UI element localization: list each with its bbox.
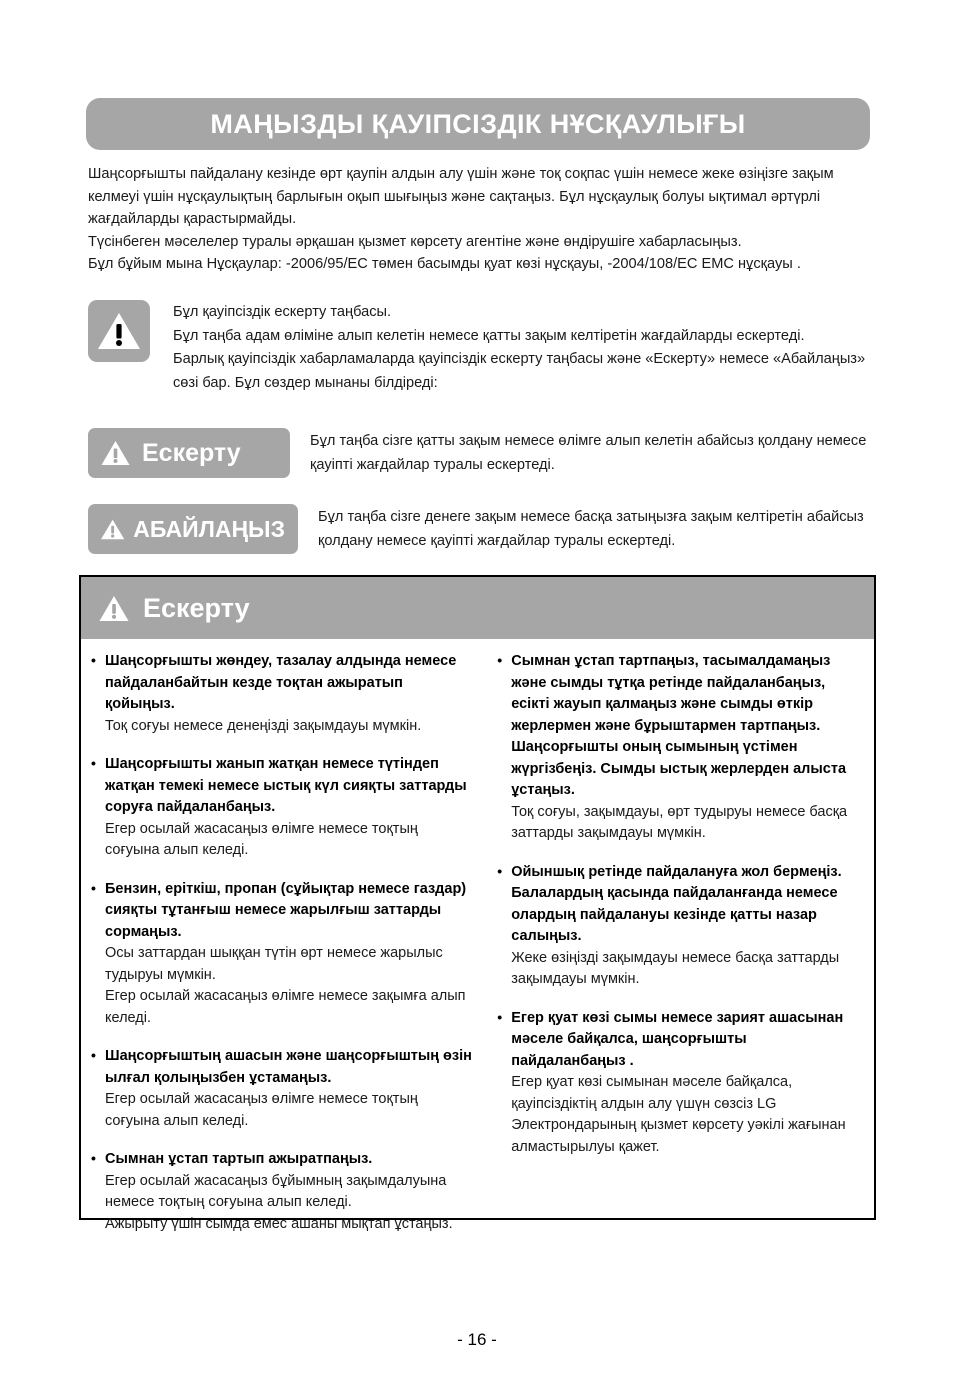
list-item: [91, 651, 475, 737]
caution-badge-description: Бұл таңба сізге денеге зақым немесе басқа затыңызға зақым келтіретін абайсыз қолдану немесе қауіпті жағдайлар туралы ескертеді.: [318, 509, 864, 549]
warning-badge-description-wrap: [310, 428, 878, 477]
list-item: [497, 1008, 860, 1159]
list-item: [497, 862, 860, 991]
intro-paragraph-2: Түсінбеген мәселелер туралы әрқашан қызмет көрсету агентіне және өндірушіге хабарласыңыз.: [88, 233, 742, 250]
text-line: Осы заттардан шыққан түтін өрт немесе жарылыс тудыруы мүмкін.: [105, 945, 443, 983]
warning-item-body: Тоқ соғуы, зақымдауы, өрт тудыруы немесе басқа заттарды зақымдауы мүмкін.: [511, 803, 848, 841]
caution-badge-label: АБАЙЛАҢЫЗ: [133, 515, 285, 542]
warning-item-body: Жеке өзіңізді зақымдауы немесе басқа заттарды зақымдауы мүмкін.: [511, 949, 840, 987]
intro-section: [88, 163, 878, 276]
list-item: [91, 879, 475, 1030]
page-number: - 16 -: [457, 1330, 497, 1349]
caution-badge-description-wrap: [318, 504, 878, 553]
text-line: Егер осылай жасасаңыз өлімге немесе зақымға алып келеді.: [105, 988, 466, 1026]
safety-symbol-line-3: Барлық қауіпсіздік хабарламаларда қауіпсіздік ескерту таңбасы және «Ескерту» немесе «Абайлаңыз» сөзі бар. Бұл сөздер мынаны білдіреді:: [173, 351, 866, 391]
warning-badge-row: [88, 428, 878, 478]
text-line: Егер осылай жасасаңыз бұйымның зақымдалуына немесе тоқтың соғуына алып келеді.: [105, 1172, 447, 1210]
page-title: МАҢЫЗДЫ ҚАУІПСІЗДІК НҰСҚАУЛЫҒЫ: [210, 108, 746, 139]
warning-columns: [81, 639, 874, 1235]
warning-item-body: [91, 1171, 475, 1236]
caution-badge-row: [88, 504, 878, 554]
warning-item-heading: • Шаңсорғышты жөндеу, тазалау алдында немесе пайдаланбайтын кезде тоқтан ажыратып қойыңыз.: [91, 651, 475, 716]
warning-triangle-icon: [100, 439, 131, 467]
warning-badge-label: Ескерту: [142, 438, 241, 467]
warning-left-column: [91, 651, 487, 1235]
safety-symbol-line-1: Бұл қауіпсіздік ескерту таңбасы.: [173, 304, 392, 320]
warning-item-heading: • Егер қуат көзі сымы немесе зарият ашасынан мәселе байқалса, шаңсорғышты пайдаланбаңыз .: [497, 1008, 860, 1073]
list-item: [91, 1046, 475, 1132]
main-warning-box: [79, 575, 876, 1232]
warning-item-heading: • Шаңсорғышты жанып жатқан немесе түтіндеп жатқан темекі немесе ыстық күл сияқты заттарды соруға пайдаланбаңыз.: [91, 754, 475, 819]
safety-symbol-block: [88, 300, 878, 395]
caution-badge: [88, 504, 298, 554]
warning-badge-description: Бұл таңба сізге қатты зақым немесе өлімге алып келетін абайсыз қолдану немесе қауіпті жағдайлар туралы ескертеді.: [310, 433, 867, 473]
safety-symbol-line-2: Бұл таңба адам өліміне алып келетін немесе қатты зақым келтіретін жағдайларды ескертеді.: [173, 327, 805, 344]
main-warning-box-title: Ескерту: [143, 592, 250, 623]
page-title-banner: [86, 98, 870, 150]
warning-right-column: [487, 651, 860, 1235]
caution-triangle-icon: [100, 516, 125, 543]
list-item: [91, 754, 475, 862]
warning-badge: [88, 428, 290, 478]
warning-item-heading: • Сымнан ұстап тартпаңыз, тасымалдамаңыз және сымды тұтқа ретінде пайдаланбаңыз, есікті жауып қалмаңыз және сымды өткір жерлермен және бұрыштармен тартпаңыз. Шаңсорғышты оның сымының үстімен жүргізбеңіз. Сымды ыстық жерлерден алыста ұстаңыз.: [497, 651, 860, 802]
intro-paragraph-3: Бұл бұйым мына Нұсқаулар: -2006/95/EC төмен басымды қуат көзі нұсқауы, -2004/108/EC EMC нұсқауы .: [88, 256, 801, 272]
warning-triangle-icon: [98, 594, 130, 623]
warning-item-heading: • Ойыншық ретінде пайдалануға жол бермеңіз. Балалардың қасында пайдаланғанда немесе олардың пайдалануы кезінде қатты назар салыңыз.: [497, 862, 860, 948]
warning-item-body: [91, 943, 475, 1029]
list-item: [497, 651, 860, 845]
warning-item-body: Егер қуат көзі сымынан мәселе байқалса, қауіпсіздіктің алдын алу үшүн сөзсіз LG Электрондарының қызмет көрсету уәкілі жағынан алмастырылуы қажет.: [511, 1074, 846, 1155]
text-line: Ажырыту үшін сымда емес ашаны мықтап ұстаңыз.: [105, 1215, 453, 1232]
warning-item-heading: • Бензин, еріткіш, пропан (сұйықтар немесе газдар) сияқты тұтанғыш немесе жарылғыш заттарды сормаңыз.: [91, 879, 475, 944]
intro-paragraph-1: Шаңсорғышты пайдалану кезінде өрт қаупін алдын алу үшін және тоқ соқпас үшін немесе жеке өзіңізге зақым келмеуі үшін нұсқаулықтың барлығын оқып шығыңыз және сақтаңыз. Бұл нұсқаулық болуы ықтимал әртүрлі жағдайларды қарастырмайды.: [88, 166, 834, 227]
list-item: [91, 1149, 475, 1235]
warning-triangle-icon: [88, 300, 150, 362]
warning-item-heading: • Сымнан ұстап тартып ажыратпаңыз.: [91, 1149, 475, 1171]
warning-item-body: Егер осылай жасасаңыз өлімге немесе тоқтың соғуына алып келеді.: [105, 820, 418, 858]
warning-item-heading: • Шаңсорғыштың ашасын және шаңсорғыштың өзін ылғал қолыңызбен ұстамаңыз.: [91, 1046, 475, 1089]
warning-item-body: Тоқ соғуы немесе денеңізді зақымдауы мүмкін.: [105, 717, 422, 734]
main-warning-box-header: [81, 577, 874, 639]
safety-symbol-text: [173, 300, 878, 395]
warning-item-body: Егер осылай жасасаңыз өлімге немесе тоқтың соғуына алып келеді.: [105, 1091, 418, 1129]
